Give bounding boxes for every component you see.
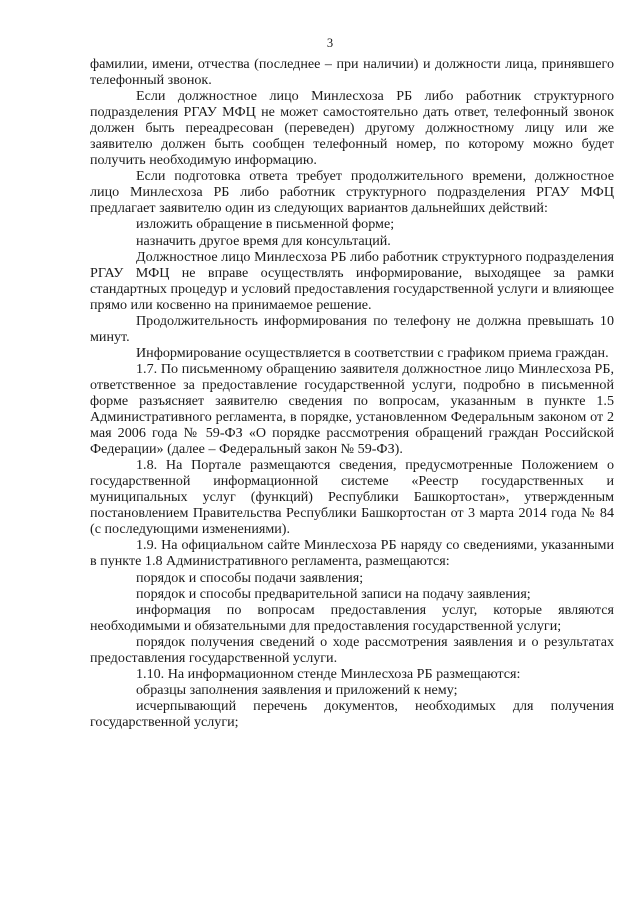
page-number: 3: [326, 36, 334, 50]
paragraph-1-7: 1.7. По письменному обращению заявителя должностное лицо Минлесхоза РБ, ответственное за предоставление государственной услуги, подробно в письменной форме разъясняет заявителю сведения по вопросам, указанным в пункте 1.5 Административного регламента, в порядке, установленном Федеральным законом от 2 мая 2006 года № 59-ФЗ «О порядке рассмотрения обращений граждан Российской Федерации» (далее – Федеральный закон № 59-ФЗ).: [90, 360, 614, 458]
paragraph-redirect-call: Если должностное лицо Минлесхоза РБ либо работник структурного подразделения РГАУ МФЦ не может самостоятельно дать ответ, телефонный звонок должен быть переадресован (переведен) другому должностному лицу или же заявителю должен быть сообщен телефонный номер, по которому можно будет получить необходимую информацию.: [90, 88, 614, 169]
list-item-submission-methods: порядок и способы подачи заявления;: [136, 569, 364, 586]
list-item-required-services-info: информация по вопросам предоставления услуг, которые являются необходимыми и обязательными для предоставления государственной услуги;: [90, 601, 614, 634]
paragraph-schedule: Информирование осуществляется в соответствии с графиком приема граждан.: [136, 344, 609, 361]
list-item-sample-forms: образцы заполнения заявления и приложений к нему;: [136, 681, 458, 698]
list-item-preregistration: порядок и способы предварительной записи на подачу заявления;: [136, 585, 531, 602]
document-body: [90, 56, 614, 730]
paragraph-continuation: фамилии, имени, отчества (последнее – при наличии) и должности лица, принявшего телефонный звонок.: [90, 56, 614, 89]
paragraph-duration: Продолжительность информирования по телефону не должна превышать 10 минут.: [90, 312, 614, 345]
list-item-other-time: назначить другое время для консультаций.: [136, 232, 391, 249]
list-item-status-info: порядок получения сведений о ходе рассмотрения заявления и о результатах предоставления государственной услуги.: [90, 633, 614, 666]
list-item-document-list: исчерпывающий перечень документов, необходимых для получения государственной услуги;: [90, 697, 614, 730]
paragraph-1-9: 1.9. На официальном сайте Минлесхоза РБ наряду со сведениями, указанными в пункте 1.8 Административного регламента, размещаются:: [90, 537, 614, 570]
paragraph-long-preparation: Если подготовка ответа требует продолжительного времени, должностное лицо Минлесхоза РБ либо работник структурного подразделения РГАУ МФЦ предлагает заявителю один из следующих вариантов дальнейших действий:: [90, 168, 614, 217]
list-item-written-form: изложить обращение в письменной форме;: [136, 216, 395, 233]
paragraph-restrictions: Должностное лицо Минлесхоза РБ либо работник структурного подразделения РГАУ МФЦ не вправе осуществлять информирование, выходящее за рамки стандартных процедур и условий предоставления государственной услуги и влияющее прямо или косвенно на принимаемое решение.: [90, 248, 614, 313]
paragraph-1-10: 1.10. На информационном стенде Минлесхоза РБ размещаются:: [136, 665, 521, 682]
paragraph-1-8: 1.8. На Портале размещаются сведения, предусмотренные Положением о государственной информационной системе «Реестр государственных и муниципальных услуг (функций) Республики Башкортостан», утвержденным постановлением Правительства Республики Башкортостан от 3 марта 2014 года № 84 (с последующими изменениями).: [90, 457, 614, 538]
